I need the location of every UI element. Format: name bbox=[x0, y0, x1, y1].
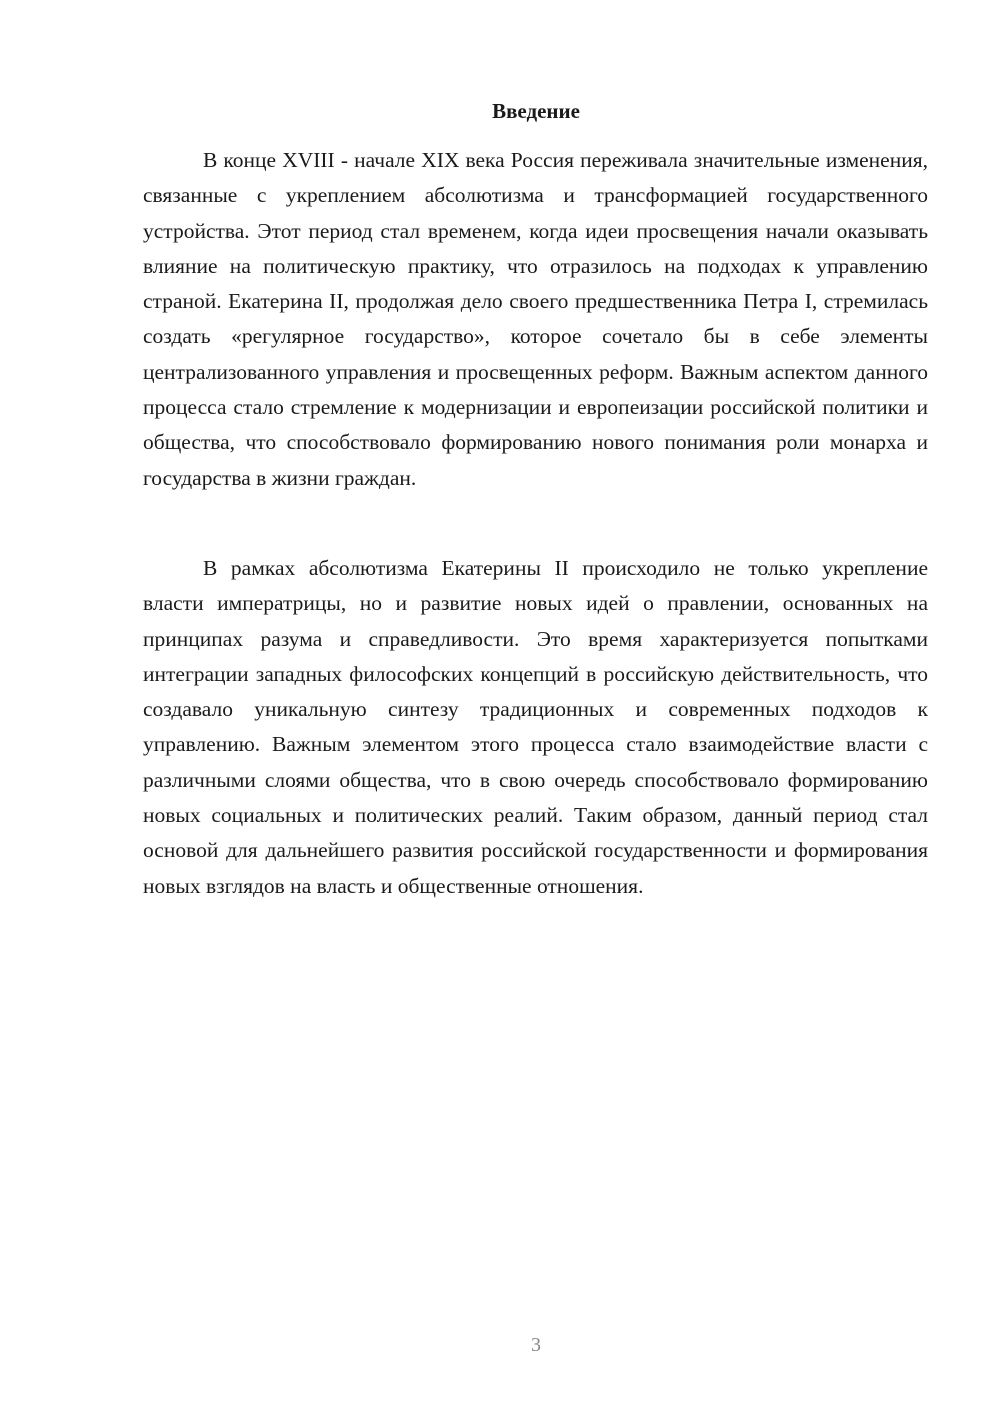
paragraph-1: В конце XVIII - начале XIX века Россия переживала значительные изменения, связанные с укреплением абсолютизма и трансформацией государственного устройства. Этот период стал временем, когда идеи просвещения начали оказывать влияние на политическую практику, что отразилось на подходах к управлению страной. Екатерина II, продолжая дело своего предшественника Петра I, стремилась создать «регулярное государство», которое сочетало бы в себе элементы централизованного управления и просвещенных реформ. Важным аспектом данного процесса стало стремление к модернизации и европеизации российской политики и общества, что способствовало формированию нового понимания роли монарха и государства в жизни граждан. bbox=[143, 148, 928, 490]
page-number: 3 bbox=[531, 1334, 541, 1356]
section-heading: Введение bbox=[492, 99, 580, 123]
paragraph-2: В рамках абсолютизма Екатерины II происходило не только укрепление власти императрицы, но и развитие новых идей о правлении, основанных на принципах разума и справедливости. Это время характеризуется попытками интеграции западных философских концепций в российскую действительность, что создавало уникальную синтезу традиционных и современных подходов к управлению. Важным элементом этого процесса стало взаимодействие власти с различными слоями общества, что в свою очередь способствовало формированию новых социальных и политических реалий. Таким образом, данный период стал основой для дальнейшего развития российской государственности и формирования новых взглядов на власть и общественные отношения. bbox=[143, 556, 928, 898]
